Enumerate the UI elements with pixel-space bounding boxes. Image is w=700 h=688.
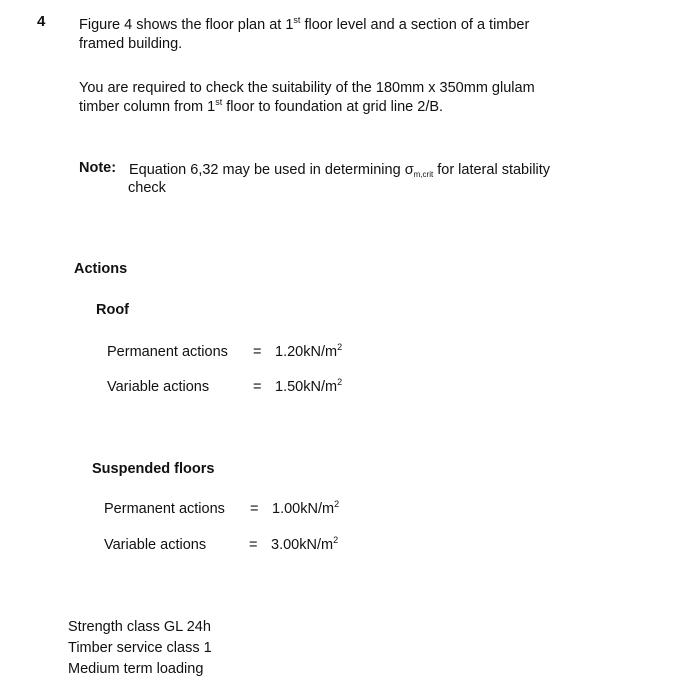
sigma-symbol: σ <box>404 162 414 178</box>
row-label: Permanent actions <box>104 501 225 517</box>
note-line-2: check <box>128 180 166 196</box>
row-value: $1.50kN/m^2$ <box>275 377 343 395</box>
row-value: $1.00kN/m^2$ <box>272 499 340 517</box>
actions-heading: Actions <box>74 261 128 277</box>
sigma-subscript: m,crit <box>413 170 434 179</box>
load-duration: Medium term loading <box>68 661 204 677</box>
task-line-1: You are required to check the suitability of the 180mm x 350mm glulam <box>79 80 535 96</box>
task-line-2: timber column from 1st floor to foundation at grid line 2/B. <box>79 97 444 115</box>
intro-line-1: Figure 4 shows the floor plan at 1st floor level and a section of a timber <box>79 15 530 33</box>
row-label: Variable actions <box>107 379 210 395</box>
equals-sign: = <box>253 344 262 360</box>
roof-heading: Roof <box>96 302 130 318</box>
strength-class: Strength class GL 24h <box>68 619 211 635</box>
row-label: Variable actions <box>104 537 207 553</box>
question-number: 4 <box>37 13 46 30</box>
row-label: Permanent actions <box>107 344 228 360</box>
intro-line-2: framed building. <box>79 36 183 52</box>
row-value: $3.00kN/m^2$ <box>271 535 339 553</box>
row-value: $1.20kN/m^2$ <box>275 342 343 360</box>
equals-sign: = <box>249 537 258 553</box>
equals-sign: = <box>250 501 259 517</box>
service-class: Timber service class 1 <box>68 640 212 656</box>
note-label: Note: <box>79 160 117 176</box>
note-text: Equation 6,32 may be used in determining $\sigma_{m,crit}$ for lateral stability <box>129 162 551 179</box>
floors-heading: Suspended floors <box>92 461 215 477</box>
equals-sign: = <box>253 379 262 395</box>
